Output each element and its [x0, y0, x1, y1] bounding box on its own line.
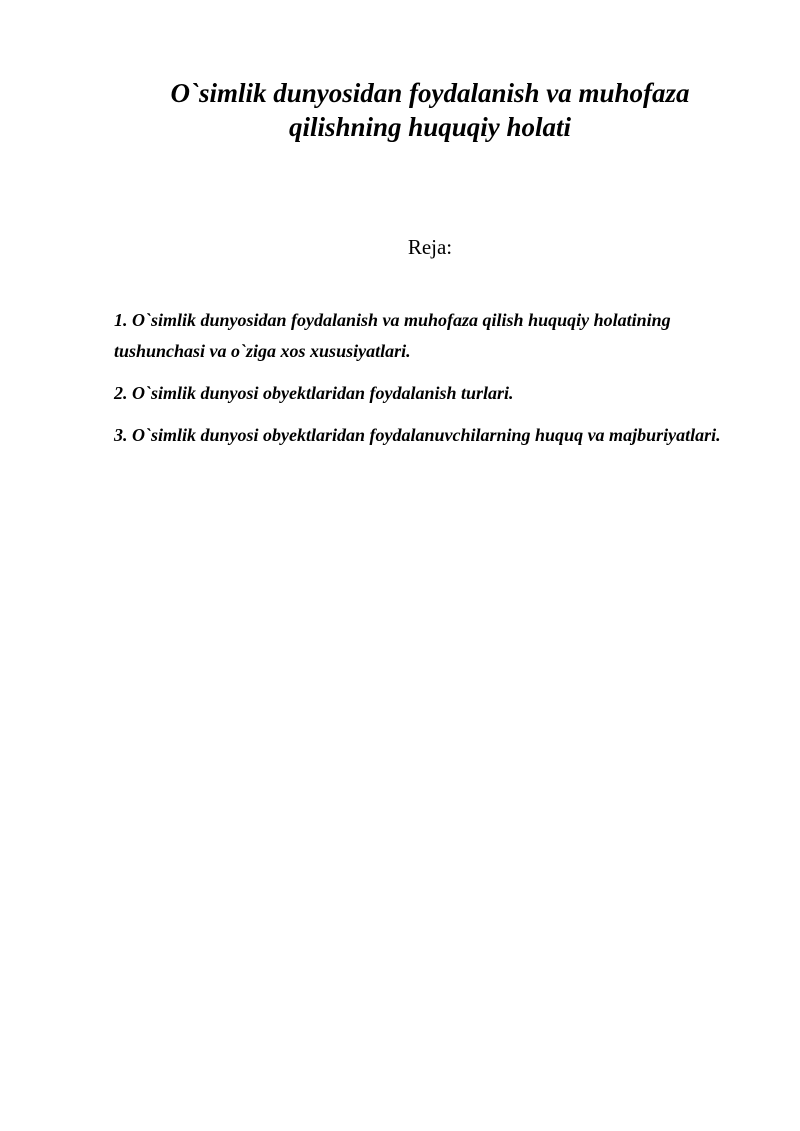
plan-heading: Reja:: [407, 235, 453, 259]
plan-list: [114, 305, 744, 462]
document-title-line-1: O`simlik dunyosidan foydalanish va muhofaza: [170, 78, 690, 108]
plan-item-2: 2. O`simlik dunyosi obyektlaridan foydalanish turlari.: [114, 383, 514, 403]
plan-item-1: 1. O`simlik dunyosidan foydalanish va muhofaza qilish huquqiy holatining tushunchasi va o`ziga xos xususiyatlari.: [114, 310, 671, 361]
plan-item-3: 3. O`simlik dunyosi obyektlaridan foydalanuvchilarning huquq va majburiyatlari.: [114, 425, 721, 445]
document-title: [110, 76, 750, 144]
document-title-line-2: qilishning huquqiy holati: [288, 112, 572, 142]
